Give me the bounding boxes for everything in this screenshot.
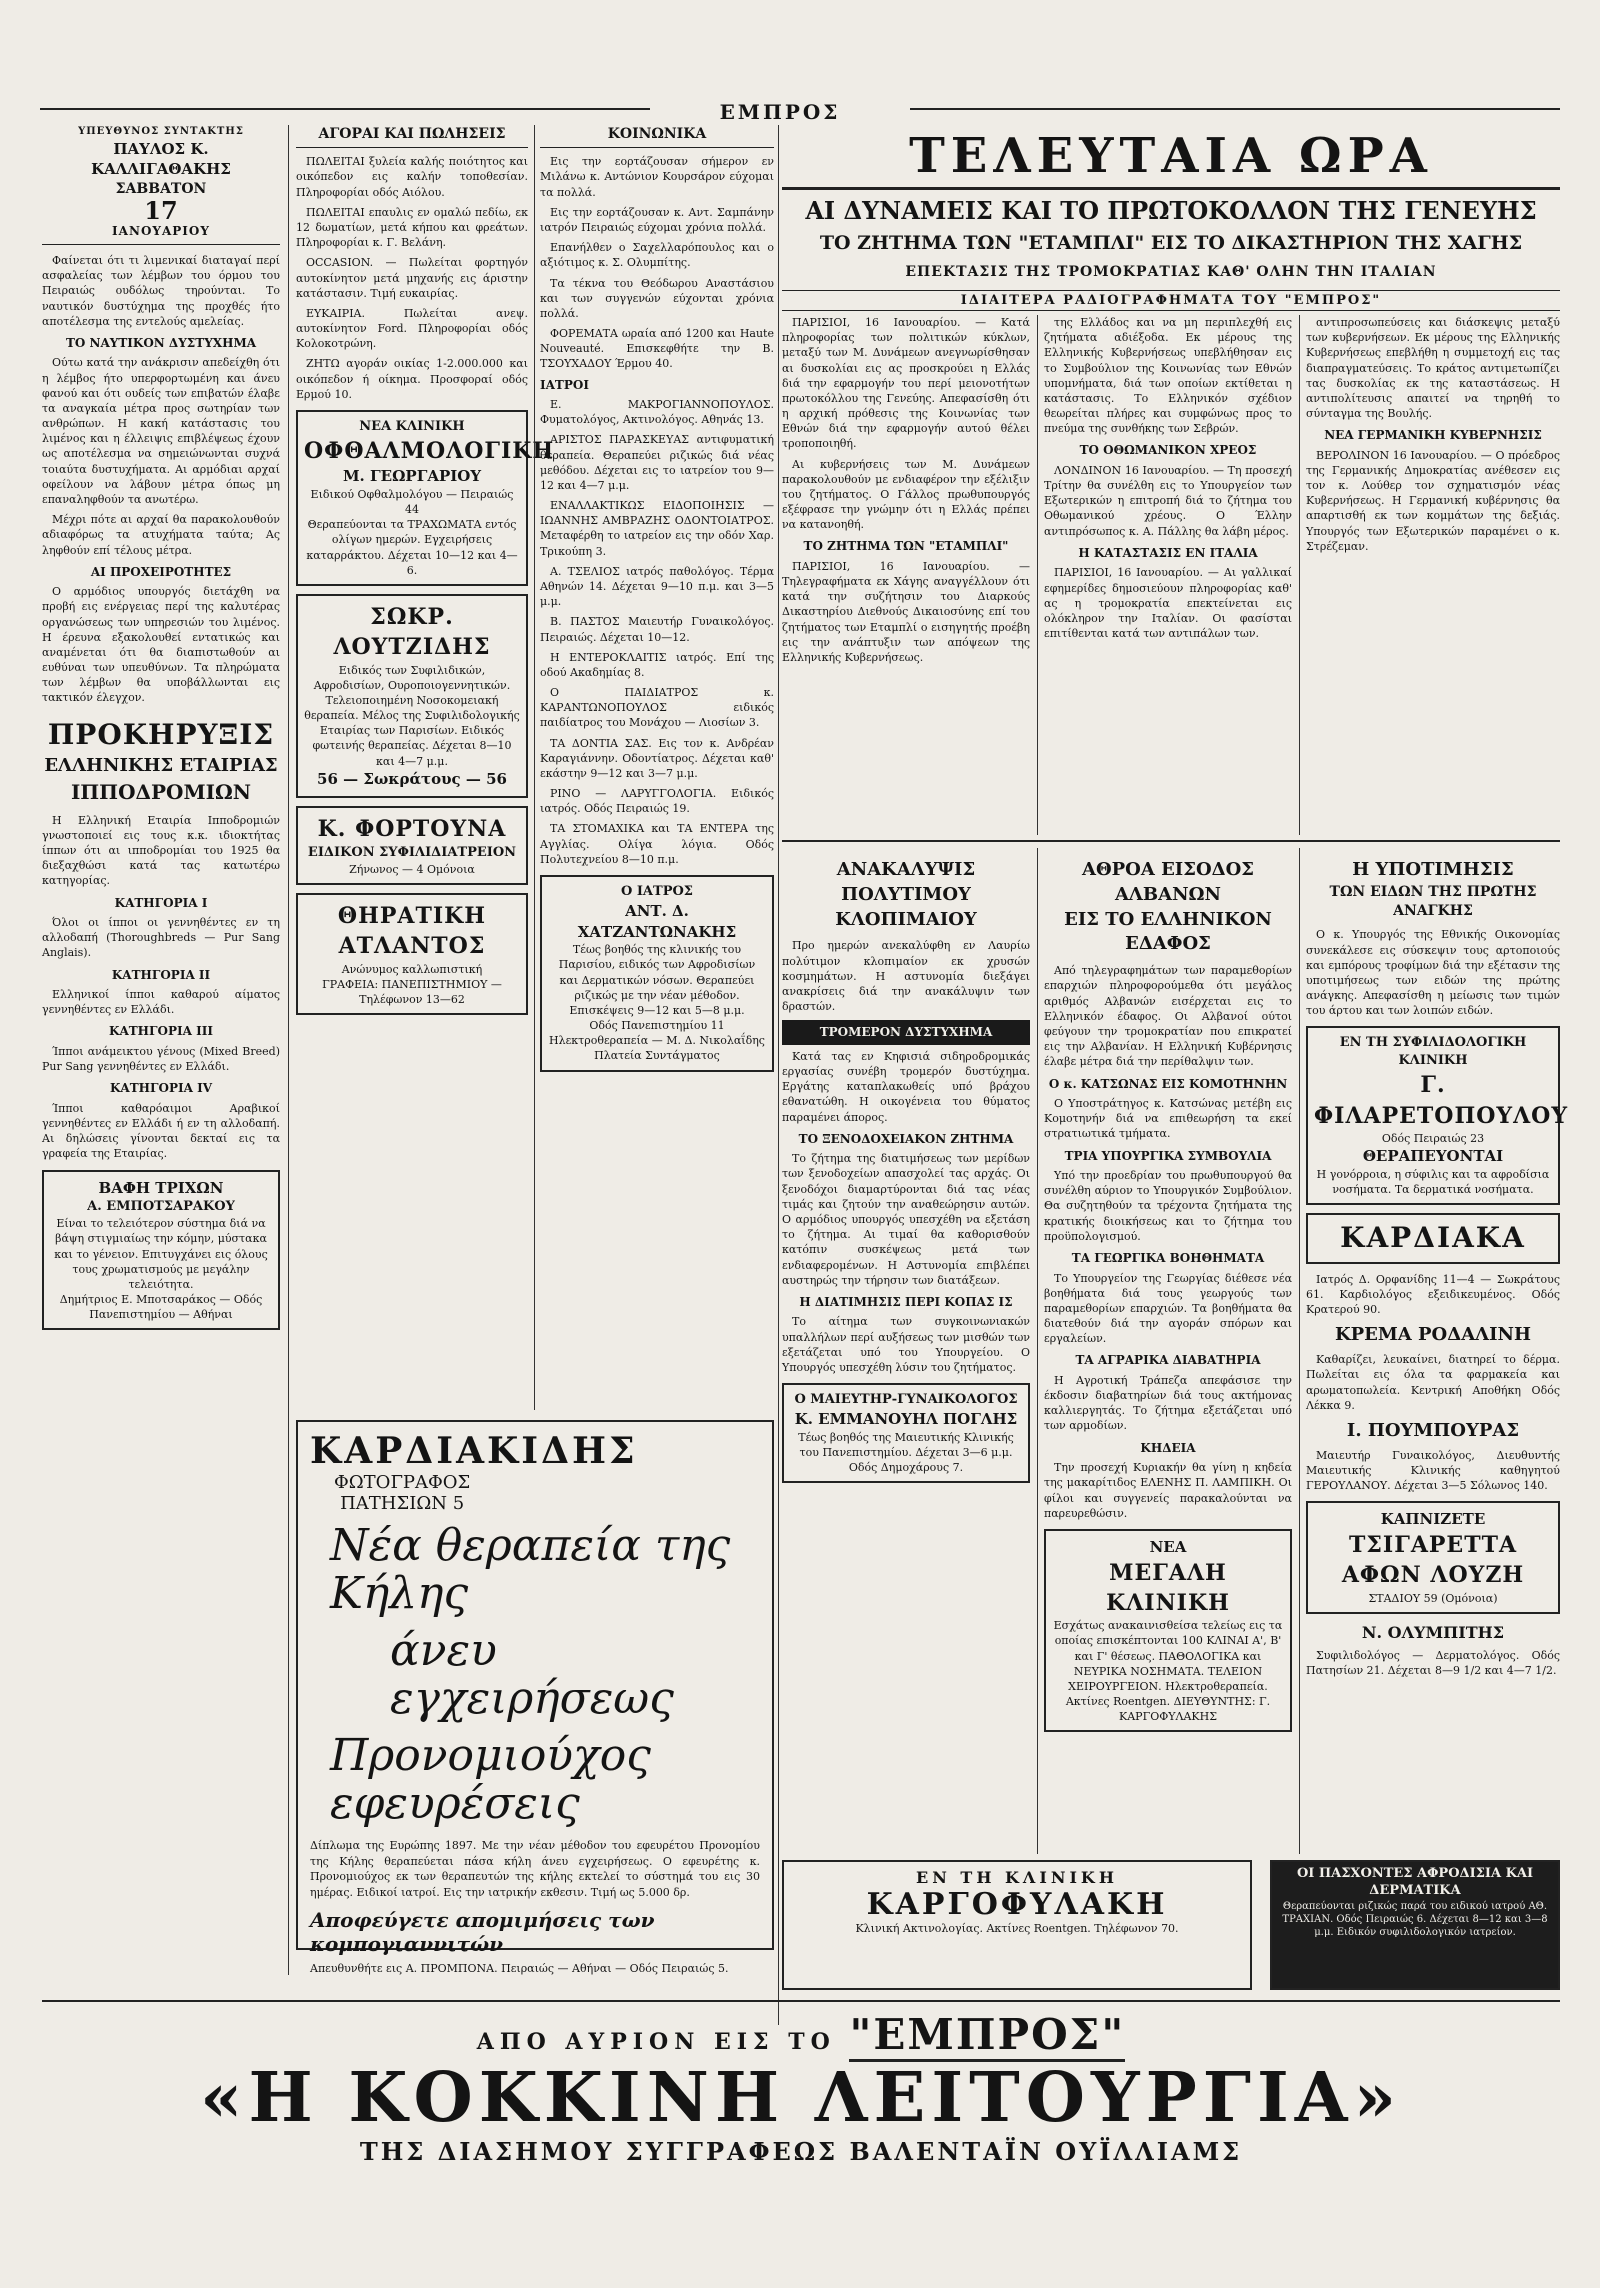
news-heading-l1: Η ΥΠΟΤΙΜΗΣΙΣ: [1352, 859, 1514, 880]
clinic-address: Ζήνωνος — 4 Ομόνοια: [349, 862, 475, 876]
doctor-name: ΣΩΚΡ. ΛΟΥΤΖΙΔΗΣ: [333, 603, 491, 661]
news-heading: ΤΡΙΑ ΥΠΟΥΡΓΙΚΑ ΣΥΜΒΟΥΛΙΑ: [1064, 1148, 1272, 1163]
cigarette-line2: ΤΣΙΓΑΡΕΤΤΑ: [1348, 1531, 1518, 1558]
announcement-line1: [42, 2010, 1560, 2059]
column-rule: [1299, 315, 1300, 835]
clinic-banner-text: Κλινική Ακτινολογίας. Ακτίνες Roentgen. Τηλέφωνον 70.: [855, 1922, 1179, 1935]
article-paragraph: Ίπποι καθαρόαιμοι Αραβικοί γεννηθέντες εν Ελλάδι ή εν τη αλλοδαπή. Αι δηλώσεις γίνονται δεκταί εις τα γραφεία της Εταιρίας.: [42, 1101, 280, 1161]
issue-date: 17: [144, 196, 178, 226]
syphilis-clinic-text: Η γονόρροια, η σύφιλις και τα αφροδίσια νοσήματα. Τα δερματικά νοσήματα.: [1316, 1167, 1550, 1197]
company-desc: Ανώνυμος καλλωπιστική: [341, 962, 483, 976]
doctor-text: Μαιευτήρ Γυναικολόγος, Διευθυντής Μαιευτικής Κλινικής καθηγητού ΓΕΡΟΥΛΑΝΟΥ. Δέχεται 3—5 Σόλωνος 140.: [1306, 1448, 1560, 1493]
news-column-1: [782, 315, 1030, 835]
news-big-heading: [782, 858, 1030, 932]
headline-2: ΤΟ ΖΗΤΗΜΑ ΤΩΝ "ΕΤΑΜΠΛΙ" ΕΙΣ ΤΟ ΔΙΚΑΣΤΗΡΙΟΝ ΤΗΣ ΧΑΓΗΣ: [819, 232, 1523, 254]
news-heading: Η ΚΑΤΑΣΤΑΣΙΣ ΕΝ ΙΤΑΛΙΑ: [1078, 545, 1258, 560]
ad-script-line2: άνευ εγχειρήσεως: [390, 1624, 674, 1725]
doctor-text: Ειδικός των Συφιλιδικών, Αφροδισίων, Ουροποιογεννητικών. Τελειοποιημένη Νοσοκομειακή θεραπεία. Μέλος της Συφιλιδολογικής Εταιρίας των Παρισίων. Ειδικός φωτεινής θεραπείας. Δέχεται 8—10 και 4—7 μ.μ.: [304, 663, 520, 768]
doctor-listing: ΤΑ ΣΤΟΜΑΧΙΚΑ και ΤΑ ΕΝΤΕΡΑ της Αγγλίας. Ολίγα λόγια. Οδός Πολυτεχνείου 8—10 π.μ.: [540, 822, 774, 866]
news-paragraph: Το Υπουργείον της Γεωργίας διέθεσε νέα βοηθήματα διά τους γεωργούς των παραμεθορίων επαρχιών. Τα βοηθήματα θα διατεθούν διά την αγοράν σπόρων και εργαλείων.: [1044, 1271, 1292, 1346]
syphilis-clinic-label: ΕΝ ΤΗ ΣΥΦΙΛΙΔΟΛΟΓΙΚΗ ΚΛΙΝΙΚΗ: [1339, 1035, 1527, 1069]
news-paragraph: αντιπροσωπεύσεις και διάσκεψις μεταξύ των κυβερνήσεων. Εκ μέρους της Ελληνικής Κυβερνήσεως επεβλήθη η συμμετοχή εις τας διαπραγματεύσεις. Το κράτος αντιμετωπίζει τας δυσκολίας εκ της καταστάσεως. Η αντιπολίτευσις απαιτεί να τηρηθή το σύνταγμα της Βουλής.: [1306, 316, 1560, 421]
photographer-address: ΠΑΤΗΣΙΩΝ 5: [340, 1493, 465, 1514]
article-paragraph: Φαίνεται ότι τι λιμενικαί διαταγαί περί ασφαλείας των λέμβων του όρμου του Πειραιώς ουδόλως τηρούνται. Το ναυτικόν δυστύχημα της προχθές ήτο αποτέλεσμα της εντελούς αμελείας.: [42, 254, 280, 328]
syphilis-clinic-name: Γ. ΦΙΛΑΡΕΤΟΠΟΥΛΟΥ: [1314, 1072, 1569, 1129]
doctor-address: 56 — Σωκράτους — 56: [317, 769, 507, 788]
syphilis-clinic-ad: [1306, 1026, 1569, 1205]
news-paragraph: Ο Υποστράτηγος κ. Κατσώνας μετέβη εις Κομοτηνήν διά να επιθεωρήση τα εκεί στρατιωτικά τμήματα.: [1044, 1097, 1292, 1141]
news-paragraph: Αι κυβερνήσεις των Μ. Δυνάμεων παρακολουθούν με ενδιαφέρον την εξέλιξιν του ζητήματος. Ο Γάλλος πρωθυπουργός εξέφρασε την γνώμην ότι η Ελλάς πρέπει να κατανοηθή.: [782, 457, 1030, 532]
news-column-5: [1044, 848, 1292, 1854]
doctor-listing: Ο ΠΑΙΔΙΑΤΡΟΣ κ. ΚΑΡΑΝΤΩΝΟΠΟΥΛΟΣ ειδικός παιδίατρος του Μονάχου — Λιοσίων 3.: [540, 686, 774, 730]
column-rule: [778, 125, 779, 2025]
classified-item: ΠΩΛΕΙΤΑΙ επαυλις εν ομαλώ πεδίω, εκ 12 δωματίων, μετά κήπου και φρεάτων. Πληροφορίαι κ. Γ. Βελάνη.: [296, 205, 528, 250]
doctor-text: Συφιλιδολόγος — Δερματολόγος. Οδός Πατησίων 21. Δέχεται 8—9 1/2 και 4—7 1/2.: [1306, 1648, 1560, 1678]
company-address: ΓΡΑΦΕΙΑ: ΠΑΝΕΠΙΣΤΗΜΙΟΥ — Τηλέφωνον 13—62: [322, 977, 502, 1007]
news-paragraph: Η Αγροτική Τράπεζα απεφάσισε την έκδοσιν διαβατηρίων διά τους ακτήμονας καλλιεργητάς. Το ζήτημα εξετάζεται υπό των αρμοδίων.: [1044, 1373, 1292, 1433]
clinic-ad: [296, 806, 528, 885]
issue-day: ΣΑΒΒΑΤΟΝ: [115, 181, 207, 198]
syphilis-clinic-address: Οδός Πειραιώς 23: [1381, 1132, 1485, 1146]
news-heading: ΤΑ ΓΕΩΡΓΙΚΑ ΒΟΗΘΗΜΑΤΑ: [1071, 1250, 1265, 1265]
hair-dye-title: ΒΑΦΗ ΤΡΙΧΩΝ: [98, 1178, 224, 1197]
social-item: Εις την εορτάζουσαν σήμερον εν Μιλάνω κ. Αντώνιον Κουρσάρον εύχομαι τα πολλά.: [540, 155, 774, 199]
classified-item: ΕΥΚΑΙΡΙΑ. Πωλείται ανεψ. αυτοκίνητον Ford. Πληροφορίαι οδός Κολοκοτρώνη.: [296, 306, 528, 351]
news-heading: ΤΡΟΜΕΡΟΝ ΔΥΣΤΥΧΗΜΑ: [782, 1020, 1030, 1045]
classifieds-heading: ΑΓΟΡΑΙ ΚΑΙ ΠΩΛΗΣΕΙΣ: [296, 125, 528, 148]
doctor-listing: Η ΕΝΤΕΡΟΚΛΑΙΤΙΣ ιατρός. Επί της οδού Ακαδημίας 8.: [540, 650, 774, 679]
company-line1: ΘΗΡΑΤΙΚΗ: [337, 902, 487, 929]
classified-item: OCCASION. — Πωλείται φορτηγόν αυτοκίνητον μετά μηχανής εις άριστην κατάστασιν. Τιμή ευκαιρίας.: [296, 256, 528, 300]
venereal-ad-title: ΟΙ ΠΑΣΧΟΝΤΕΣ ΑΦΡΟΔΙΣΙΑ ΚΑΙ ΔΕΡΜΑΤΙΚΑ: [1296, 1866, 1534, 1898]
headline-4: ΙΔΙΑΙΤΕΡΑ ΡΑΔΙΟΓΡΑΦΗΜΑΤΑ ΤΟΥ "ΕΜΠΡΟΣ": [782, 290, 1560, 311]
news-paragraph: Το αίτημα των συγκοινωνιακών υπαλλήλων περί αυξήσεως των μισθών των εξετάζεται υπό του Υπουργείου. Ο Υπουργός υπεσχέθη λύσιν του ζητήματος.: [782, 1315, 1030, 1374]
news-heading: Ο κ. ΚΑΤΣΩΝΑΣ ΕΙΣ ΚΟΜΟΤΗΝΗΝ: [1048, 1076, 1288, 1091]
article-paragraph: Ελληνικοί ίπποι καθαρού αίματος γεννηθέντες εν Ελλάδι.: [42, 988, 280, 1017]
editor-label: ΥΠΕΥΘΥΝΟΣ ΣΥΝΤΑΚΤΗΣ: [78, 126, 244, 137]
masthead-title: ΕΜΠΡΟΣ: [650, 100, 910, 124]
photographer-name: ΚΑΡΔΙΑΚΙΔΗΣ: [310, 1430, 638, 1472]
news-heading: ΤΑ ΑΓΡΑΡΙΚΑ ΔΙΑΒΑΤΗΡΙΑ: [1075, 1353, 1261, 1368]
gynecologist-label: Ο ΜΑΙΕΥΤΗΡ-ΓΥΝΑΙΚΟΛΟΓΟΣ: [794, 1392, 1018, 1408]
cardiac-title: ΚΑΡΔΙΑΚΑ: [1306, 1213, 1560, 1264]
syphilis-clinic-treat: ΘΕΡΑΠΕΥΟΝΤΑΙ: [1362, 1147, 1504, 1166]
news-column-6: [1306, 848, 1569, 1854]
cigarette-brand: ΑΦΩΝ ΛΟΥΖΗ: [1341, 1562, 1525, 1589]
article-paragraph: Ούτω κατά την ανάκρισιν απεδείχθη ότι η λέμβος ήτο υπερφορτωμένη και άνευ φανού και ότι ουδείς των επιβατών έλαβε τα αναγκαία μέτρα προς σωτηρίαν των ανθρώπων. Η κακή κατάστασις του λιμένος και η έλλειψις επιβλέψεως έχουν ως αποτέλεσμα να σημειώνωνται συχνά τοιαύτα δυστυχήματα. Αι αρμόδιαι αρχαί οφείλουν να λάβουν μέτρα όπως μη επαναληφθούν τα ανωτέρω.: [42, 356, 280, 506]
hair-dye-maker: Α. ΕΜΠΟΤΣΑΡΑΚΟΥ: [87, 1199, 235, 1215]
company-name: ΑΤΛΑΝΤΟΣ: [338, 933, 486, 960]
category-heading: ΚΑΤΗΓΟΡΙΑ Ι: [114, 895, 208, 910]
doctor-listing: ΕΝΑΛΛΑΚΤΙΚΩΣ ΕΙΔΟΠΟΙΗΣΙΣ — ΙΩΑΝΝΗΣ ΑΜΒΡΑΖΗΣ ΟΔΟΝΤΟΙΑΤΡΟΣ. Μεταφέρθη το ιατρείον εις την οδόν Χαρ. Τρικούπη 3.: [540, 499, 774, 558]
news-paragraph: Από τηλεγραφημάτων των παραμεθορίων επαρχιών πληροφορούμεθα ότι μεγάλος αριθμός Αλβανών εισέρχεται εις το Ελληνικόν έδαφος. Οι Αλβανοί ούτοι φεύγουν την τρομοκρατίαν που επικρατεί εις την Αλβανίαν. Η Ελληνική Κυβέρνησις έλαβε μέτρα διά την περίθαλψιν των.: [1044, 964, 1292, 1069]
headline-3: ΕΠΕΚΤΑΣΙΣ ΤΗΣ ΤΡΟΜΟΚΡΑΤΙΑΣ ΚΑΘ' ΟΛΗΝ ΤΗΝ ΙΤΑΛΙΑΝ: [905, 264, 1437, 280]
news-heading-l1: ΑΘΡΟΑ ΕΙΣΟΔΟΣ ΑΛΒΑΝΩΝ: [1081, 859, 1254, 905]
cigarette-ad: [1306, 1501, 1560, 1614]
headline-1: ΑΙ ΔΥΝΑΜΕΙΣ ΚΑΙ ΤΟ ΠΡΩΤΟΚΟΛΛΟΝ ΤΗΣ ΓΕΝΕΥΗΣ: [805, 196, 1537, 225]
proclamation-heading: [42, 716, 280, 807]
eye-clinic-address: Ειδικού Οφθαλμολόγου — Πειραιώς 44: [310, 487, 514, 517]
news-paragraph: Υπό την προεδρίαν του πρωθυπουργού θα συνέλθη αύριον το Υπουργικόν Συμβούλιον. Θα συζητηθούν τα τρέχοντα ζητήματα της κρατικής διοικήσεως και το ζήτημα του προϋπολογισμού.: [1044, 1169, 1292, 1243]
news-heading-l2: ΕΙΣ ΤΟ ΕΛΛΗΝΙΚΟΝ ΕΔΑΦΟΣ: [1064, 908, 1272, 955]
news-heading-l1: ΑΝΑΚΑΛΥΨΙΣ: [836, 859, 976, 880]
social-item: Τα τέκνα του Θεόδωρου Αναστάσιου και των συγγενών εύχονται χρόνια πολλά.: [540, 276, 774, 320]
cardiac-text: Ιατρός Δ. Ορφανίδης 11—4 — Σωκράτους 61. Καρδιολόγος εξειδικευμένος. Οδός Κρατερού 90.: [1306, 1272, 1560, 1317]
article-paragraph: Ο αρμόδιος υπουργός διετάχθη να προβή εις ενέργειας περί της καλυτέρας οργανώσεως των υπηρεσιών του λιμένος. Η έρευνα εξακολουθεί εντατικώς και αναμένεται ότι θα διαπιστωθούν αι ευθύναι των υπευθύνων. Τα πληρώματα των λέμβων θα υποβάλλωνται εις τακτικόν έλεγχον.: [42, 585, 280, 705]
cigarette-line1: ΚΑΠΝΙΖΕΤΕ: [1380, 1510, 1486, 1529]
clinic-name: Κ. ΦΟΡΤΟΥΝΑ: [317, 815, 507, 842]
ad-footer-note: Απευθυνθήτε εις Α. ΠΡΟΜΠΟΝΑ. Πειραιώς — Αθήναι — Οδός Πειραιώς 5.: [310, 1961, 729, 1975]
hair-dye-text: Είναι το τελειότερον σύστημα διά να βάψη στιγμιαίως την κόμην, μύστακα και το γένειον. Επιτυγχάνει εις όλους τους χρωματισμούς με μεγάλην τελειότητα.: [54, 1217, 268, 1291]
ad-body: Δίπλωμα της Ευρώπης 1897. Με την νέαν μέθοδον του εφευρέτου Προνομίου της Κήλης θεραπεύεται πάσα κήλη άνευ εγχειρήσεως. Ο εφευρέτης κ. Προνομιούχος εκ των θεραπευτών της κήλης εκτελεί το σύστημά του εις 30 ημέρας. Ειδικοί ιατροί. Εις την ιατρικήν εκθεσιν. Τιμή ως 5.000 δρ.: [310, 1839, 760, 1899]
news-heading: ΤΟ ΖΗΤΗΜΑ ΤΩΝ "ΕΤΑΜΠΛΙ": [803, 539, 1009, 554]
gynecologist-text: Τέως βοηθός της Μαιευτικής Κλινικής του Πανεπιστημίου. Δέχεται 3—6 μ.μ. Οδός Δημοχάρους 7.: [798, 1430, 1014, 1475]
classified-item: ΖΗΤΩ αγοράν οικίας 1-2.000.000 και οικόπεδον ή οίκημα. Προσφοραί οδός Ερμού 10.: [296, 357, 528, 401]
big-clinic-title: ΜΕΓΑΛΗ ΚΛΙΝΙΚΗ: [1106, 1559, 1230, 1616]
clinic-banner-line1: ΕΝ ΤΗ ΚΛΙΝΙΚΗ: [916, 1868, 1118, 1887]
column-social: [540, 125, 774, 1410]
announcement-title: «Η ΚΟΚΚΙΝΗ ΛΕΙΤΟΥΡΓΙΑ»: [199, 2058, 1403, 2138]
classified-item: ΠΩΛΕΙΤΑΙ ξυλεία καλής ποιότητος και οικόπεδον εις καλήν τοποθεσίαν. Πληροφορίαι οδός Αιόλου.: [296, 155, 528, 199]
announcement-paper: "ΕΜΠΡΟΣ": [849, 2010, 1125, 2062]
eye-clinic-label: ΝΕΑ ΚΛΙΝΙΚΗ: [359, 418, 465, 434]
doctor-listing: ΑΡΙΣΤΟΣ ΠΑΡΑΣΚΕΥΑΣ αντιφυματική θεραπεία. Θεραπεύει ριζικώς διά νέας μεθόδου. Δέχεται εις το ιατρείον του 9—12 και 4—7 μ.μ.: [540, 433, 774, 492]
news-paragraph: Ο κ. Υπουργός της Εθνικής Οικονομίας συνεκάλεσε εις σύσκεψιν τους αρτοποιούς και εμπόρους τροφίμων διά την εξέτασιν της υποτιμήσεως των ειδών της πρώτης ανάγκης. Απεφασίσθη η μείωσις των τιμών του άρτου και των λοιπών ειδών.: [1306, 928, 1560, 1018]
category-heading: ΚΑΤΗΓΟΡΙΑ ΙV: [109, 1081, 213, 1096]
issue-month: ΙΑΝΟΥΑΡΙΟΥ: [42, 223, 280, 245]
doctor-box-ad: [540, 875, 774, 1072]
doctor-box-footer: Ηλεκτροθεραπεία — Μ. Δ. Νικολαΐδης Πλατεία Συντάγματος: [549, 1034, 765, 1063]
doctor-listing: ΡΙΝΟ — ΛΑΡΥΓΓΟΛΟΓΙΑ. Ειδικός ιατρός. Οδός Πειραιώς 19.: [540, 787, 774, 816]
serial-announcement: [42, 2000, 1560, 2230]
gynecologist-name: Κ. ΕΜΜΑΝΟΥΗΛ ΠΟΓΛΗΣ: [794, 1410, 1018, 1429]
news-heading-l2: ΤΩΝ ΕΙΔΩΝ ΤΗΣ ΠΡΩΤΗΣ ΑΝΑΓΚΗΣ: [1329, 883, 1537, 920]
big-clinic-text: Εσχάτως ανακαινισθείσα τελείως εις τα οποίας επισκέπτονται 100 ΚΛΙΝΑΙ Α', Β' και Γ' θέσεως. ΠΑΘΟΛΟΓΙΚΑ και ΝΕΥΡΙΚΑ ΝΟΣΗΜΑΤΑ. ΤΕΛΕΙΟΝ ΧΕΙΡΟΥΡΓΕΙΟΝ. Ηλεκτροθεραπεία. Ακτίνες Roentgen. ΔΙΕΥΘΥΝΤΗΣ: Γ. ΚΑΡΓΟΦΥΛΑΚΗΣ: [1053, 1619, 1283, 1724]
doctors-heading: ΙΑΤΡΟΙ: [540, 377, 589, 392]
category-heading: ΚΑΤΗΓΟΡΙΑ ΙΙ: [111, 967, 211, 982]
gynecologist-ad: [782, 1383, 1030, 1483]
news-paragraph: ΠΑΡΙΣΙΟΙ, 16 Ιανουαρίου. — Αι γαλλικαί εφημερίδες δημοσιεύουν πληροφορίας καθ' ας η τρομοκρατία επεκτείνεται εις ολόκληρον την Ιταλίαν. Οι φασίσται επιτίθενται κατά των αντιπάλων των.: [1044, 566, 1292, 641]
social-item: Επανήλθεν ο Σαχελλαρόπουλος και ο αξιότιμος κ. Σ. Ολυμπίτης.: [540, 241, 774, 270]
cream-text: Καθαρίζει, λευκαίνει, διατηρεί το δέρμα. Πωλείται εις όλα τα φαρμακεία και αρωματοπωλεία. Κεντρική Αποθήκη Οδός Λέκκα 9.: [1306, 1353, 1560, 1412]
ad-footer: Αποφεύγετε απομιμήσεις των κομπογιαννιτών: [310, 1907, 655, 1956]
news-paragraph: ΛΟΝΔΙΝΟΝ 16 Ιανουαρίου. — Τη προσεχή Τρίτην θα συνέλθη εις το Υπουργείον των Εξωτερικών η επιτροπή διά το ζήτημα του Οθωμανικού χρέους. Ο Έλλην αντιπρόσωπος κ. Α. Πάλλης θα λάβη μέρος.: [1044, 463, 1292, 538]
news-column-4: [782, 848, 1030, 1854]
clinic-banner-name: ΚΑΡΓΟΦΥΛΑΚΗ: [866, 1887, 1168, 1922]
news-paragraph: Προ ημερών ανεκαλύφθη εν Λαυρίω πολύτιμον κλοπιμαίον εκ χρυσών κοσμημάτων. Η αστυνομία διεξάγει ανακρίσεις διά την ανακάλυψιν των δραστών.: [782, 939, 1030, 1014]
doctor-box-text: Τέως βοηθός της κλινικής του Παρισίου, ειδικός των Αφροδισίων και Δερματικών νόσων. Θεραπεύει ριζικώς με την νέαν μέθοδον. Επισκέψεις 9—12 και 5—8 μ.μ.: [558, 943, 756, 1017]
announcement-author: ΤΗΣ ΔΙΑΣΗΜΟΥ ΣΥΓΓΡΑΦΕΩΣ ΒΑΛΕΝΤΑΪΝ ΟΥΪΛΛΙΑΜΣ: [359, 2137, 1243, 2167]
eye-clinic-doctor: Μ. ΓΕΩΡΓΑΡΙΟΥ: [342, 467, 482, 486]
big-clinic-label: ΝΕΑ: [1149, 1537, 1187, 1556]
column-rule: [1037, 315, 1038, 835]
doctor-listing: ΤΑ ΔΟΝΤΙΑ ΣΑΣ. Εις τον κ. Ανδρέαν Καραγιάννην. Οδοντίατρος. Δέχεται καθ' εκάστην 9—12 και 3—7 μ.μ.: [540, 736, 774, 780]
column-rule: [534, 125, 535, 1410]
photographer-role: [334, 1472, 470, 1514]
clinic-banner-ad: [782, 1860, 1252, 1990]
clinic-type: ΕΙΔΙΚΟΝ ΣΥΦΙΛΙΔΙΑΤΡΕΙΟΝ: [307, 844, 517, 860]
news-column-2: [1044, 315, 1292, 835]
venereal-disease-ad: [1270, 1860, 1560, 1990]
news-heading: Η ΔΙΑΤΙΜΗΣΙΣ ΠΕΡΙ ΚΟΠΑΣ ΙΣ: [799, 1294, 1013, 1309]
article-heading: ΑΙ ΠΡΟΧΕΙΡΟΤΗΤΕΣ: [90, 564, 232, 579]
column-rule: [1037, 848, 1038, 1854]
news-big-heading: [1044, 858, 1292, 957]
announcement-lead: ΑΠΟ ΑΥΡΙΟΝ ΕΙΣ ΤΟ: [476, 2029, 836, 2055]
ad-script-line3: Προνομιούχος εφευρέσεις: [330, 1729, 651, 1829]
article-paragraph: Η Ελληνική Εταιρία Ιπποδρομιών γνωστοποιεί εις τους κ.κ. ιδιοκτήτας ίππων ότι αι ιπποδρομίαι του 1925 θα διεξαχθώσι κατά τας κατωτέρω κατηγορίας.: [42, 813, 280, 888]
column-rule: [288, 125, 289, 1975]
eye-clinic-text: Θεραπεύονται τα ΤΡΑΧΩΜΑΤΑ εντός ολίγων ημερών. Εγχειρήσεις καταρράκτου. Δέχεται 10—12 και 4—6.: [306, 518, 518, 577]
last-hour-title: ΤΕΛΕΥΤΑΙΑ ΩΡΑ: [782, 125, 1560, 190]
proclamation-subject: ΙΠΠΟΔΡΟΜΙΩΝ: [70, 780, 252, 805]
news-paragraph: Την προσεχή Κυριακήν θα γίνη η κηδεία της μακαρίτιδος ΕΛΕΝΗΣ Π. ΛΑΜΠΙΚΗ. Οι φίλοι και συγγενείς παρακαλούνται να παρευρεθώσιν.: [1044, 1461, 1292, 1520]
news-paragraph: Κατά τας εν Κηφισιά σιδηροδρομικάς εργασίας συνέβη τρομερόν δυστύχημα. Εργάτης καταπλακωθείς υπό βράχου εθανατώθη. Η οικογένεια του θύματος παραμένει άπορος.: [782, 1049, 1030, 1124]
cream-title: ΚΡΕΜΑ ΡΟΔΑΛΙΝΗ: [1334, 1324, 1532, 1346]
eye-clinic-title: ΟΦΘΑΛΜΟΛΟΓΙΚΗ: [304, 437, 555, 464]
doctor-listing: Α. ΤΣΕΛΙΟΣ ιατρός παθολόγος. Τέρμα Αθηνών 14. Δέχεται 9—10 π.μ. και 3—5 μ.μ.: [540, 564, 774, 609]
column-classifieds: [296, 125, 555, 1410]
news-column-3: [1306, 315, 1560, 835]
ad-script-line1: Νέα θεραπεία της Κήλης: [330, 1520, 731, 1620]
category-heading: ΚΑΤΗΓΟΡΙΑ ΙΙΙ: [109, 1024, 213, 1039]
hair-dye-ad: [42, 1170, 280, 1331]
column-rule: [1299, 848, 1300, 1854]
news-heading: ΝΕΑ ΓΕΡΜΑΝΙΚΗ ΚΥΒΕΡΝΗΣΙΣ: [1324, 428, 1542, 443]
doctor-box-label: Ο ΙΑΤΡΟΣ: [621, 883, 693, 899]
news-big-heading: [1306, 858, 1560, 921]
news-heading: ΤΟ ΟΘΩΜΑΝΙΚΟΝ ΧΡΕΟΣ: [1079, 443, 1257, 458]
news-heading: ΤΟ ΞΕΝΟΔΟΧΕΙΑΚΟΝ ΖΗΤΗΜΑ: [798, 1131, 1014, 1146]
venereal-ad-text: Θεραπεύονται ριζικώς παρά του ειδικού ιατρού ΑΘ. ΤΡΑΧΙΑΝ. Οδός Πειραιώς 6. Δέχεται 8—12 και 3—8 μ.μ. Ειδικόν συφιλιδολογικόν ιατρείον.: [1282, 1900, 1548, 1938]
eye-clinic-ad: [296, 410, 555, 586]
doctor-title: Ι. ΠΟΥΜΠΟΥΡΑΣ: [1346, 1419, 1520, 1441]
hernia-treatment-ad: [296, 1420, 774, 1975]
news-heading-l2: ΠΟΛΥΤΙΜΟΥ ΚΛΟΠΙΜΑΙΟΥ: [835, 883, 977, 930]
section-rule: [782, 840, 1560, 842]
news-paragraph: ΠΑΡΙΣΙΟΙ, 16 Ιανουαρίου. — Τηλεγραφήματα εκ Χάγης αναγγέλλουν ότι κατά την συζήτησιν του Διαρκούς Δικαστηρίου Διεθνούς Δικαιοσύνης επί του ζητήματος των Εταμπλί ο εισηγητής προέβη εις την ανάπτυξιν των απόψεων της Ελληνικής Κυβερνήσεως.: [782, 559, 1030, 664]
news-paragraph: ΠΑΡΙΣΙΟΙ, 16 Ιανουαρίου. — Κατά πληροφορίας των πολιτικών κύκλων, μεταξύ των Μ. Δυνάμεων ανεγνωρίσθησαν αι δυσκολίαι εις ας προσκρούει η Ελλάς διά την εφαρμογήν του περί μειονοτήτων πρωτοκόλλου της Γενεύης. Απεφασίσθη ότι η αρχική πρόθεσις της Κοινωνίας των Εθνών διά την εφαρμογήν αυτού θέλει τροποποιηθή.: [782, 316, 1030, 451]
doctor-box-name: ΑΝΤ. Δ. ΧΑΤΖΑΝΤΩΝΑΚΗΣ: [577, 901, 737, 941]
column-editorial: [42, 125, 280, 1975]
article-paragraph: Ίπποι ανάμεικτου γένους (Mixed Breed) Pur Sang γεννηθέντες εν Ελλάδι.: [42, 1045, 280, 1074]
doctor-listing: Ε. ΜΑΚΡΟΓΙΑΝΝΟΠΟΥΛΟΣ. Φυματολόγος, Ακτινολόγος. Αθηνάς 13.: [540, 398, 774, 427]
social-heading: ΚΟΙΝΩΝΙΚΑ: [540, 125, 774, 148]
article-paragraph: Μέχρι πότε αι αρχαί θα παρακολουθούν αδιαφόρως τα ατυχήματα ταύτα; Ας ληφθούν επί τέλους μέτρα.: [42, 513, 280, 557]
doctor-box-address: Οδός Πανεπιστημίου 11: [589, 1019, 725, 1033]
editor-name: ΠΑΥΛΟΣ Κ. ΚΑΛΛΙΓΑΘΑΚΗΣ: [91, 139, 231, 179]
hair-dye-address: Δημήτριος Ε. Μποτσαράκος — Οδός Πανεπιστημίου — Αθήναι: [59, 1293, 263, 1322]
news-paragraph: Το ζήτημα της διατιμήσεως των μερίδων των ξενοδοχείων απασχολεί τας αρχάς. Οι ξενοδόχοι διαμαρτύρονται διά τας νέας τιμάς και ζητούν την αναθεώρησιν αυτών. Ο αρμόδιος υπουργός υπεσχέθη να εξετάση το ζήτημα. Αι τιμαί θα καθορισθούν κατόπιν συσκέψεως μετά των ενδιαφερομένων. Η Αστυνομία επιβλέπει αυστηρώς την τήρησιν των διατάξεων.: [782, 1152, 1030, 1287]
cigarette-address: ΣΤΑΔΙΟΥ 59 (Ομόνοια): [1368, 1591, 1498, 1605]
funeral-heading: ΚΗΔΕΙΑ: [1140, 1440, 1196, 1455]
social-item: Εις την εορτάζουσαν κ. Αντ. Σαμπάνην ιατρόν Πειραιώς εύχομαι χρόνια πολλά.: [540, 205, 774, 234]
company-ad: [296, 893, 528, 1015]
big-clinic-ad: [1044, 1529, 1292, 1733]
photographer-title: ΦΩΤΟΓΡΑΦΟΣ: [334, 1472, 471, 1493]
doctor-title: Ν. ΟΛΥΜΠΙΤΗΣ: [1361, 1622, 1505, 1642]
social-item: ΦΟΡΕΜΑΤΑ ωραία από 1200 και Haute Nouveauté. Επισκεφθήτε την Β. ΤΣΟΥΧΑΔΟΥ Έρμου 40.: [540, 327, 774, 371]
proclamation-org: ΕΛΛΗΝΙΚΗΣ ΕΤΑΙΡΙΑΣ: [44, 755, 278, 777]
article-paragraph: Όλοι οι ίπποι οι γεννηθέντες εν τη αλλοδαπή (Thoroughbreds — Pur Sang Anglais).: [42, 916, 280, 960]
news-paragraph: ΒΕΡΟΛΙΝΟΝ 16 Ιανουαρίου. — Ο πρόεδρος της Γερμανικής Δημοκρατίας ανέθεσεν εις τον κ. Λούθερ τον σχηματισμόν νέας Κυβερνήσεως. Η Γερμανική κυβέρνησις θα απαρτισθή εκ των κομμάτων της δεξιάς. Υπουργός των Εξωτερικών παραμένει ο κ. Στρέζεμαν.: [1306, 448, 1560, 553]
proclamation-title: ΠΡΟΚΗΡΥΞΙΣ: [47, 717, 275, 751]
doctor-listing: Β. ΠΑΣΤΟΣ Μαιευτήρ Γυναικολόγος. Πειραιώς. Δέχεται 10—12.: [540, 615, 774, 644]
doctor-ad: [296, 594, 528, 798]
article-heading: ΤΟ ΝΑΥΤΙΚΟΝ ΔΥΣΤΥΧΗΜΑ: [65, 335, 257, 350]
news-paragraph: της Ελλάδος και να μη περιπλεχθή εις ζητήματα αδιέξοδα. Εκ μέρους της Ελληνικής Κυβερνήσεως υπεβλήθησαν εις το Συμβούλιον της Κοινωνίας των Εθνών υπομνήματα, διά των οποίων εκτίθεται η κατάστασις. Το Ελληνικόν σχέδιον θεωρείται πλήρες και συμφώνως προς το πνεύμα της συνθήκης των Σεβρών.: [1044, 316, 1292, 436]
